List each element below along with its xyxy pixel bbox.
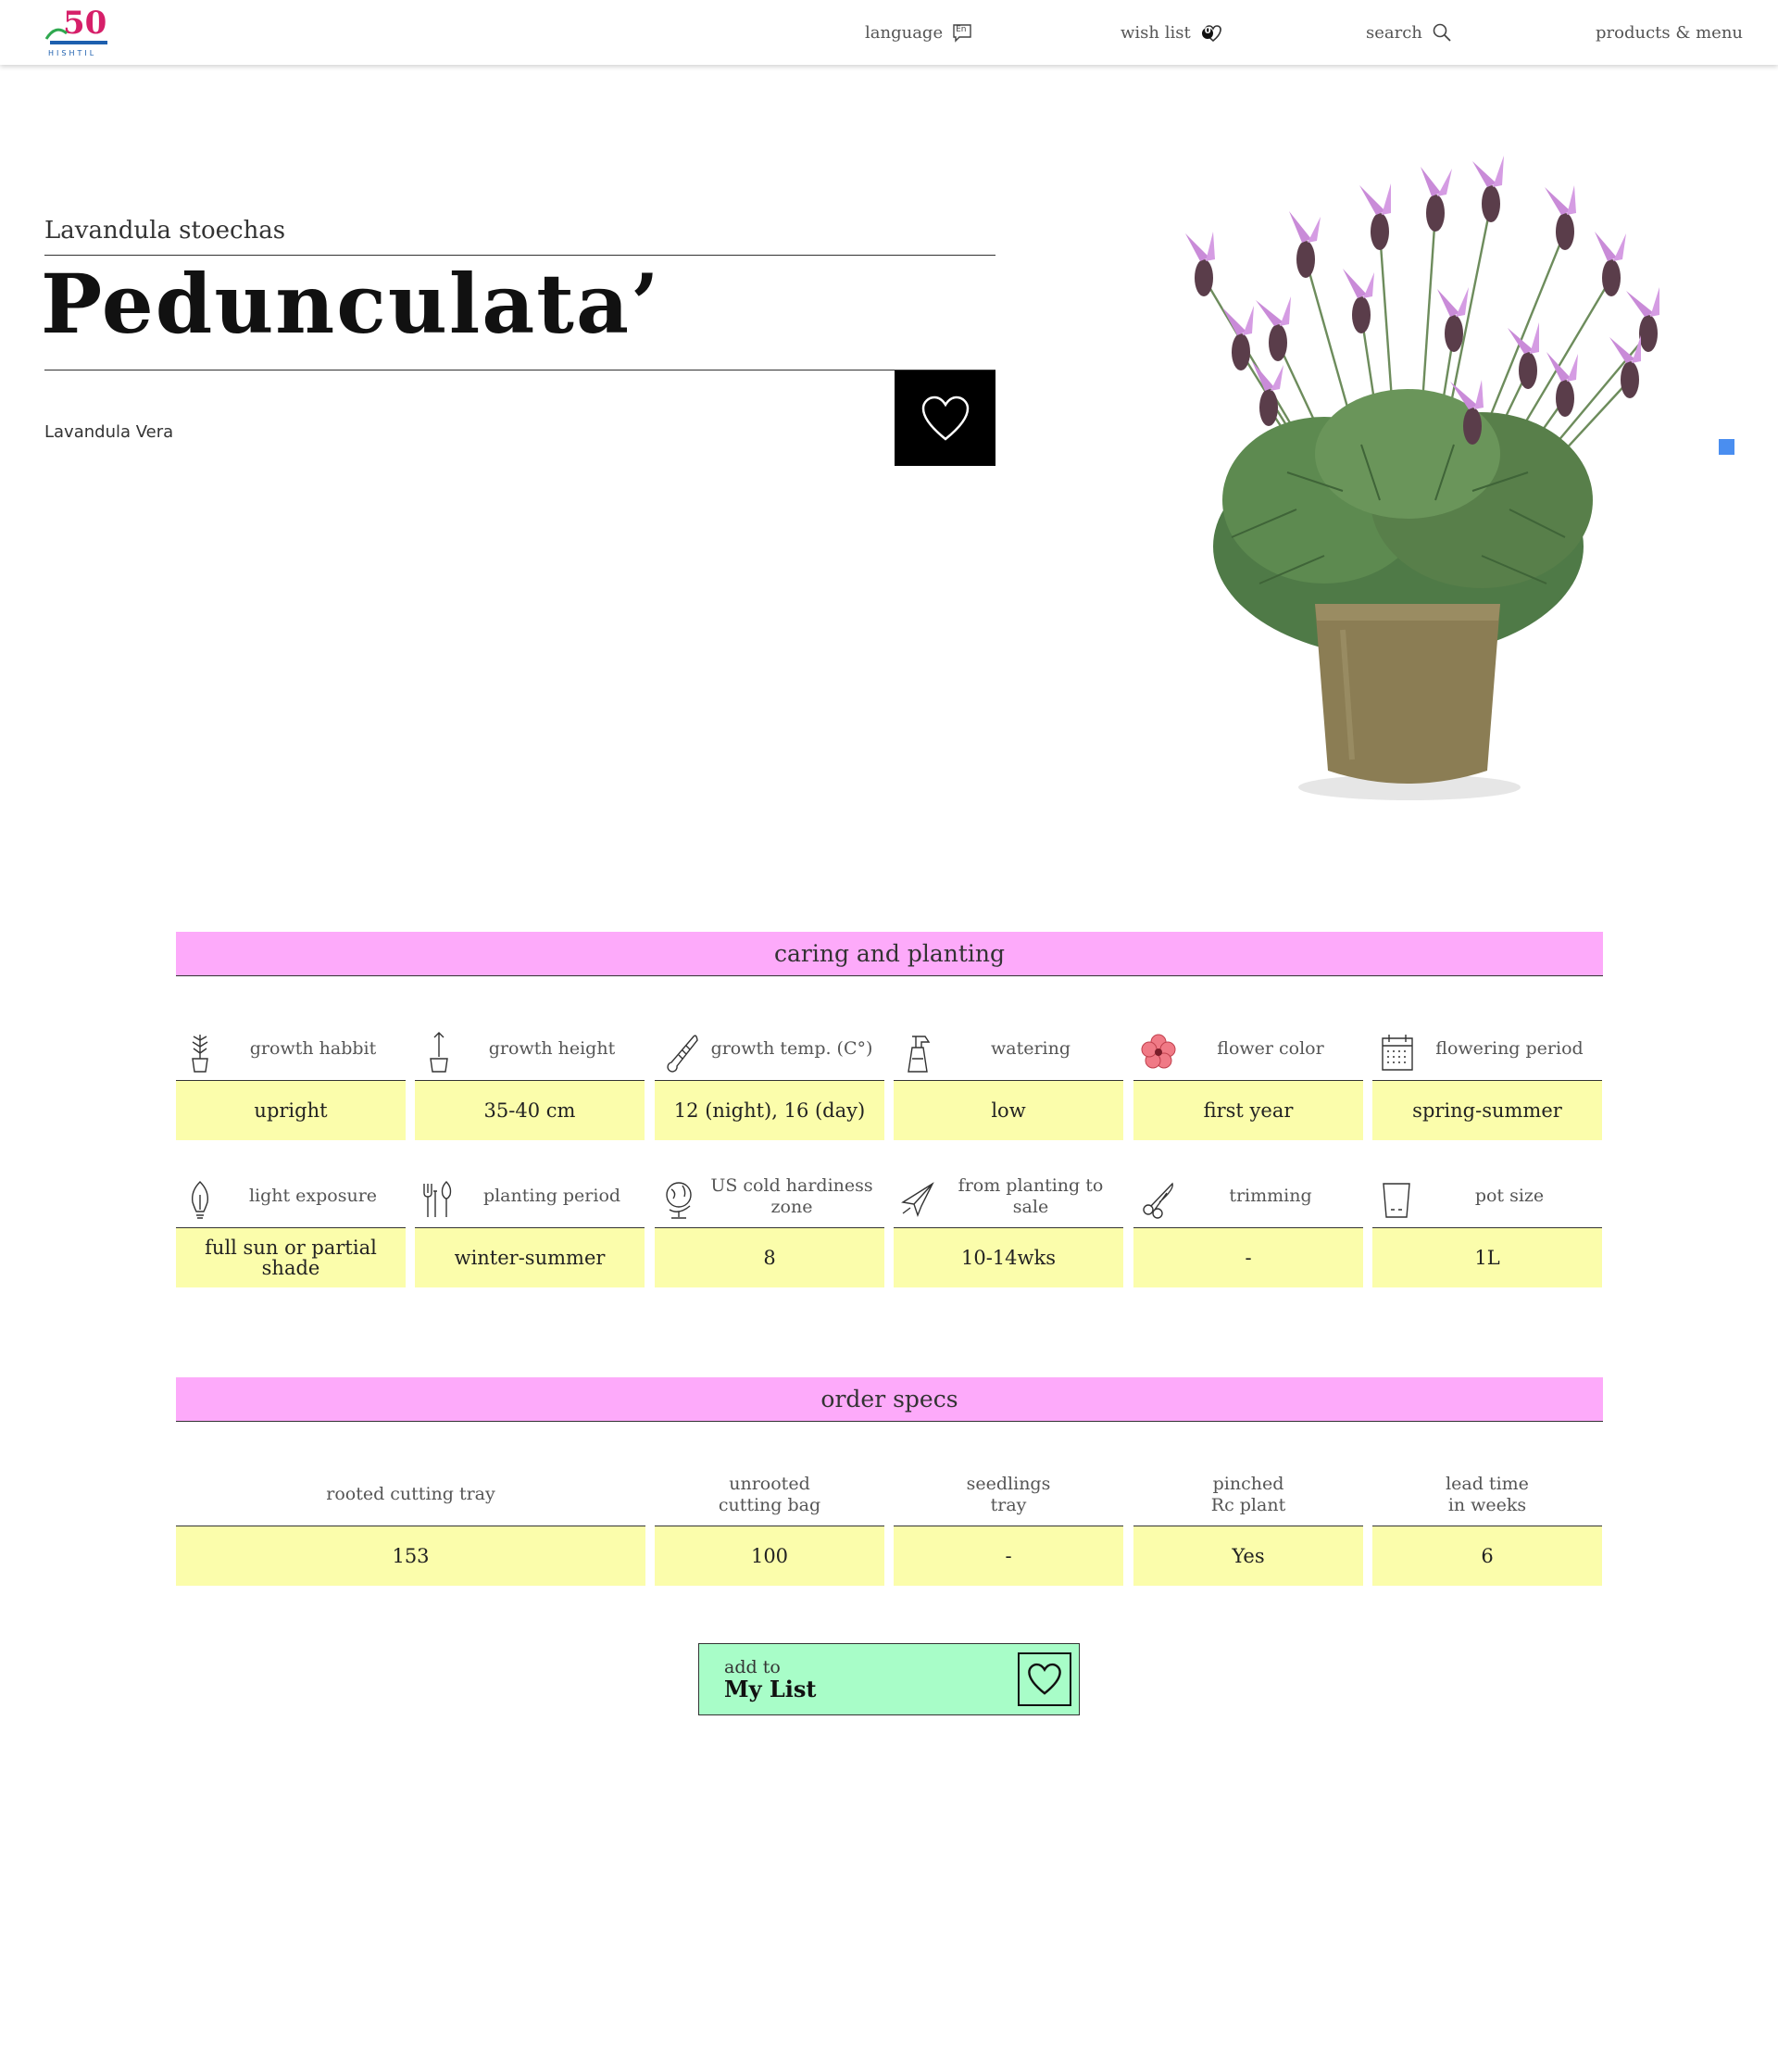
wishlist-heart-button[interactable]: [895, 370, 995, 466]
pot-icon: [1378, 1178, 1417, 1221]
order-unrooted-cutting-bag: [655, 1463, 884, 1586]
spec-value: 8: [655, 1228, 884, 1287]
spec-trimming: [1133, 1165, 1363, 1287]
spec-label: US cold hardiness zone: [710, 1174, 873, 1217]
hishtil-logo[interactable]: [43, 6, 115, 57]
wish-heart-icon: [1200, 22, 1226, 43]
spec-value: upright: [176, 1081, 406, 1140]
paper-plane-icon: [899, 1178, 938, 1221]
order-value: -: [894, 1526, 1123, 1586]
order-label: lead time in weeks: [1446, 1473, 1529, 1515]
latin-name: Lavandula stoechas: [44, 217, 286, 245]
spray-bottle-icon: [899, 1031, 938, 1074]
language-label: language: [865, 22, 944, 43]
synonym-name: Lavandula Vera: [44, 422, 174, 442]
scissors-icon: [1139, 1178, 1178, 1221]
spec-label: growth temp. (C°): [710, 1038, 873, 1060]
order-label: pinched Rc plant: [1210, 1473, 1286, 1515]
spec-pot-size: [1372, 1165, 1602, 1287]
spec-value: 10-14wks: [894, 1228, 1123, 1287]
order-label: rooted cutting tray: [326, 1484, 495, 1505]
order-value: 153: [176, 1526, 645, 1586]
lightbulb-icon: [182, 1178, 220, 1221]
spec-value: full sun or partial shade: [176, 1228, 406, 1287]
spec-label: light exposure: [248, 1186, 378, 1207]
thermometer-icon: [660, 1031, 699, 1074]
language-badge-icon: [952, 22, 972, 43]
order-value: 6: [1372, 1526, 1602, 1586]
spec-hardiness-zone: [655, 1165, 884, 1287]
language-selector[interactable]: [865, 20, 972, 44]
add-heart-box: [1018, 1652, 1071, 1706]
spec-growth-habbit: [176, 1018, 406, 1140]
spec-value: spring-summer: [1372, 1081, 1602, 1140]
height-arrow-pot-icon: [420, 1031, 459, 1074]
svg-text:HISHTIL: HISHTIL: [48, 49, 97, 57]
page-title: Pedunculata’: [41, 256, 661, 352]
order-pinched-rc-plant: [1133, 1463, 1363, 1586]
order-value: Yes: [1133, 1526, 1363, 1586]
spec-growth-temp: [655, 1018, 884, 1140]
add-to-label: add to: [724, 1657, 781, 1677]
spec-label: flower color: [1217, 1038, 1324, 1060]
my-list-label: My List: [724, 1676, 817, 1702]
garden-tools-icon: [420, 1178, 459, 1221]
order-label: unrooted cutting bag: [718, 1473, 821, 1515]
globe-icon: [660, 1178, 699, 1221]
plant-sprout-icon: [182, 1031, 220, 1074]
order-section-heading: order specs: [176, 1377, 1603, 1422]
spec-value: low: [894, 1081, 1123, 1140]
spec-label: growth height: [488, 1038, 616, 1060]
spec-label: trimming: [1229, 1186, 1312, 1207]
order-lead-time: [1372, 1463, 1602, 1586]
spec-value: 12 (night), 16 (day): [655, 1081, 884, 1140]
spec-planting-to-sale: [894, 1165, 1123, 1287]
language-badge: En: [956, 25, 967, 34]
search-label: search: [1366, 22, 1422, 43]
heart-icon: [1026, 1663, 1063, 1696]
spec-value: 1L: [1372, 1228, 1602, 1287]
spec-label: planting period: [482, 1186, 621, 1207]
spec-value: 35-40 cm: [415, 1081, 645, 1140]
products-menu-link[interactable]: [1596, 20, 1743, 44]
spec-label: growth habbit: [249, 1038, 377, 1060]
spec-flower-color: [1133, 1018, 1363, 1140]
search-icon: [1432, 22, 1452, 43]
spec-value: winter-summer: [415, 1228, 645, 1287]
wish-list-label: wish list: [1121, 22, 1191, 43]
heart-icon: [920, 395, 971, 443]
spec-label: from planting to sale: [958, 1174, 1104, 1217]
wish-list-link[interactable]: [1121, 20, 1226, 44]
spec-value: first year: [1133, 1081, 1363, 1140]
spec-light-exposure: [176, 1165, 406, 1287]
order-value: 100: [655, 1526, 884, 1586]
calendar-icon: [1378, 1031, 1417, 1074]
spec-value: -: [1133, 1228, 1363, 1287]
site-header: [0, 0, 1778, 65]
add-to-my-list-button[interactable]: [698, 1643, 1080, 1715]
order-rooted-cutting-tray: [176, 1463, 645, 1586]
spec-label: flowering period: [1435, 1038, 1584, 1060]
caring-section-heading: caring and planting: [176, 932, 1603, 976]
spec-planting-period: [415, 1165, 645, 1287]
flower-icon: [1139, 1031, 1178, 1074]
order-label: seedlings tray: [966, 1473, 1051, 1515]
scroll-indicator[interactable]: [1719, 439, 1734, 455]
svg-text:50: 50: [63, 6, 107, 42]
wish-count: 0: [1204, 26, 1211, 36]
spec-watering: [894, 1018, 1123, 1140]
spec-label: pot size: [1474, 1186, 1545, 1207]
product-image: [1083, 148, 1695, 815]
spec-growth-height: [415, 1018, 645, 1140]
spec-label: watering: [990, 1038, 1071, 1060]
search-link[interactable]: [1366, 20, 1452, 44]
order-seedlings-tray: [894, 1463, 1123, 1586]
products-menu-label: products & menu: [1596, 22, 1744, 43]
spec-flowering-period: [1372, 1018, 1602, 1140]
